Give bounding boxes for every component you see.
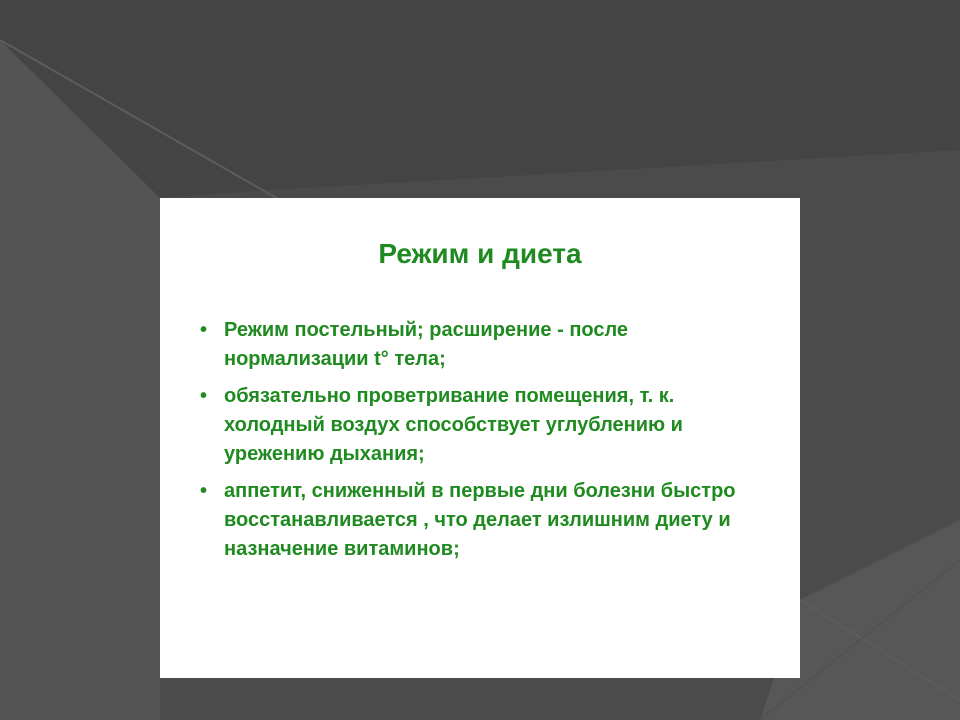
bullet-text: обязательно проветривание помещения, т. к. холодный воздух способствует углублению и урежению дыхания; [224,385,683,465]
bullet-item [200,477,775,564]
bullet-text: Режим постельный; расширение - после нормализации t° тела; [224,319,629,370]
bullet-text: аппетит, сниженный в первые дни болезни быстро восстанавливается , что делает излишним диету и назначение витаминов; [224,480,736,560]
slide-title: Режим и диета [378,238,582,269]
bullet-list [200,316,775,572]
slide-card [160,198,800,678]
bullet-item [200,316,775,374]
bullet-marker: • [200,480,208,502]
bullet-marker: • [200,319,208,341]
bullet-item [200,382,775,469]
bullet-marker: • [200,385,208,407]
